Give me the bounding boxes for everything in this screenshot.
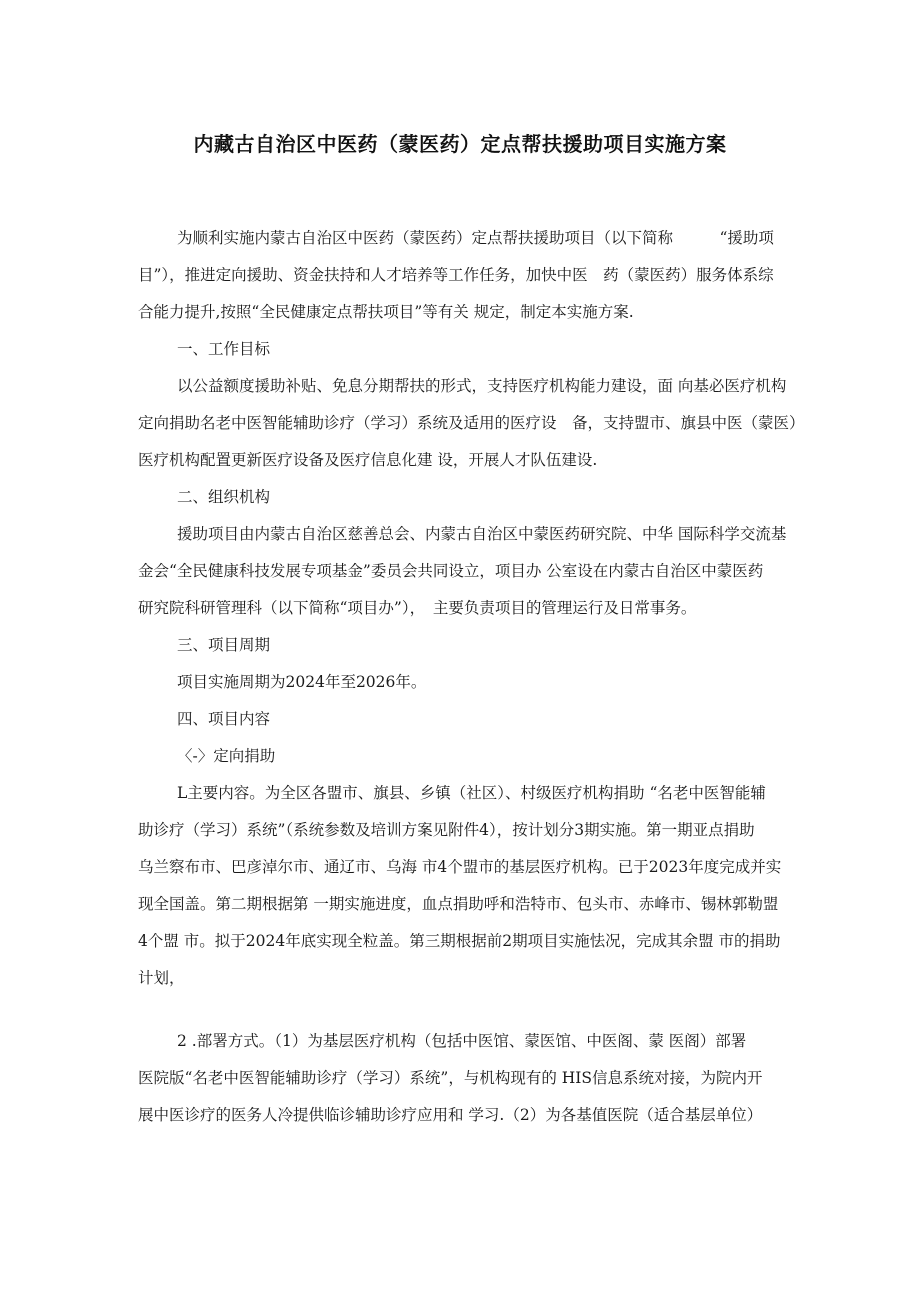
document-title: 内藏古自治区中医药（蒙医药）定点帮扶援助项目实施方案	[193, 132, 727, 156]
paragraph-line: 助诊疗（学习）系统”（系统参数及培训方案见附件4），按计划分3期实施。第一期亚点捐助	[138, 821, 755, 839]
paragraph-line: 为顺利实施内蒙古自治区中医药（蒙医药）定点帮扶援助项目（以下简称 “援助项	[177, 229, 774, 247]
paragraph-line: 以公益额度援助补贴、免息分期帮扶的形式，支持医疗机构能力建设，面 向基必医疗机构	[177, 377, 787, 395]
paragraph-line: 目”），推进定向援助、资金扶持和人才培养等工作任务，加快中医 药（蒙医药）服务体系综	[138, 266, 774, 284]
paragraph-line: 乌兰察布市、巴彦淖尔市、通辽市、乌海 市4个盟市的基层医疗机构。已于2023年度完成并实	[138, 858, 782, 876]
section-heading: 二、组织机构	[177, 488, 271, 506]
section-heading: 三、项目周期	[177, 636, 271, 654]
paragraph-line: 医院版“名老中医智能辅助诊疗（学习）系统”，与机构现有的 HIS信息系统对接，为院内开	[138, 1069, 763, 1087]
paragraph-line: 医疗机构配置更新医疗设备及医疗信息化建 设，开展人才队伍建设.	[138, 451, 598, 469]
paragraph-line: 现全国盖。第二期根据第 一期实施进度，血点捐助呼和浩特市、包头市、赤峰市、锡林郭勒盟	[138, 895, 779, 913]
paragraph-line: 援助项目由内蒙古自治区慈善总会、内蒙古自治区中蒙医药研究院、中华 国际科学交流基	[177, 525, 787, 543]
paragraph-line: 2 .部署方式。（1）为基层医疗机构（包括中医馆、蒙医馆、中医阁、蒙 医阁）部署	[177, 1032, 747, 1050]
paragraph-line: 计划，	[138, 969, 185, 987]
paragraph-line: L主要内容。为全区各盟市、旗县、乡镇（社区）、村级医疗机构捐助 “名老中医智能辅	[177, 784, 766, 802]
paragraph-line: 展中医诊疗的医务人冷提供临诊辅助诊疗应用和 学习.（2）为各基值医院（适合基层单位）	[138, 1106, 763, 1124]
section-heading: 一、工作目标	[177, 340, 271, 358]
paragraph-line: 项目实施周期为2024年至2026年。	[177, 673, 427, 691]
paragraph-line: 金会“全民健康科技发展专项基金”委员会共同设立，项目办 公室设在内蒙古自治区中蒙医药	[138, 562, 764, 580]
paragraph-line: 合能力提升,按照“全民健康定点帮扶项目”等有关 规定，制定本实施方案.	[138, 303, 634, 321]
section-heading: 四、项目内容	[177, 710, 271, 728]
subsection-heading: 〈-〉定向捐助	[177, 747, 276, 765]
paragraph-line: 研究院科研管理科（以下简称“项目办”）， 主要负责项目的管理运行及日常事务。	[138, 599, 697, 617]
paragraph-line: 4个盟 市。拟于2024年底实现全粒盖。第三期根据前2期项目实施怯况，完成其余盟 市的捐助	[138, 932, 781, 950]
paragraph-line: 定向捐助名老中医智能辅助诊疗（学习）系统及适用的医疗设 备，支持盟市、旗县中医（蒙医）	[138, 414, 805, 432]
